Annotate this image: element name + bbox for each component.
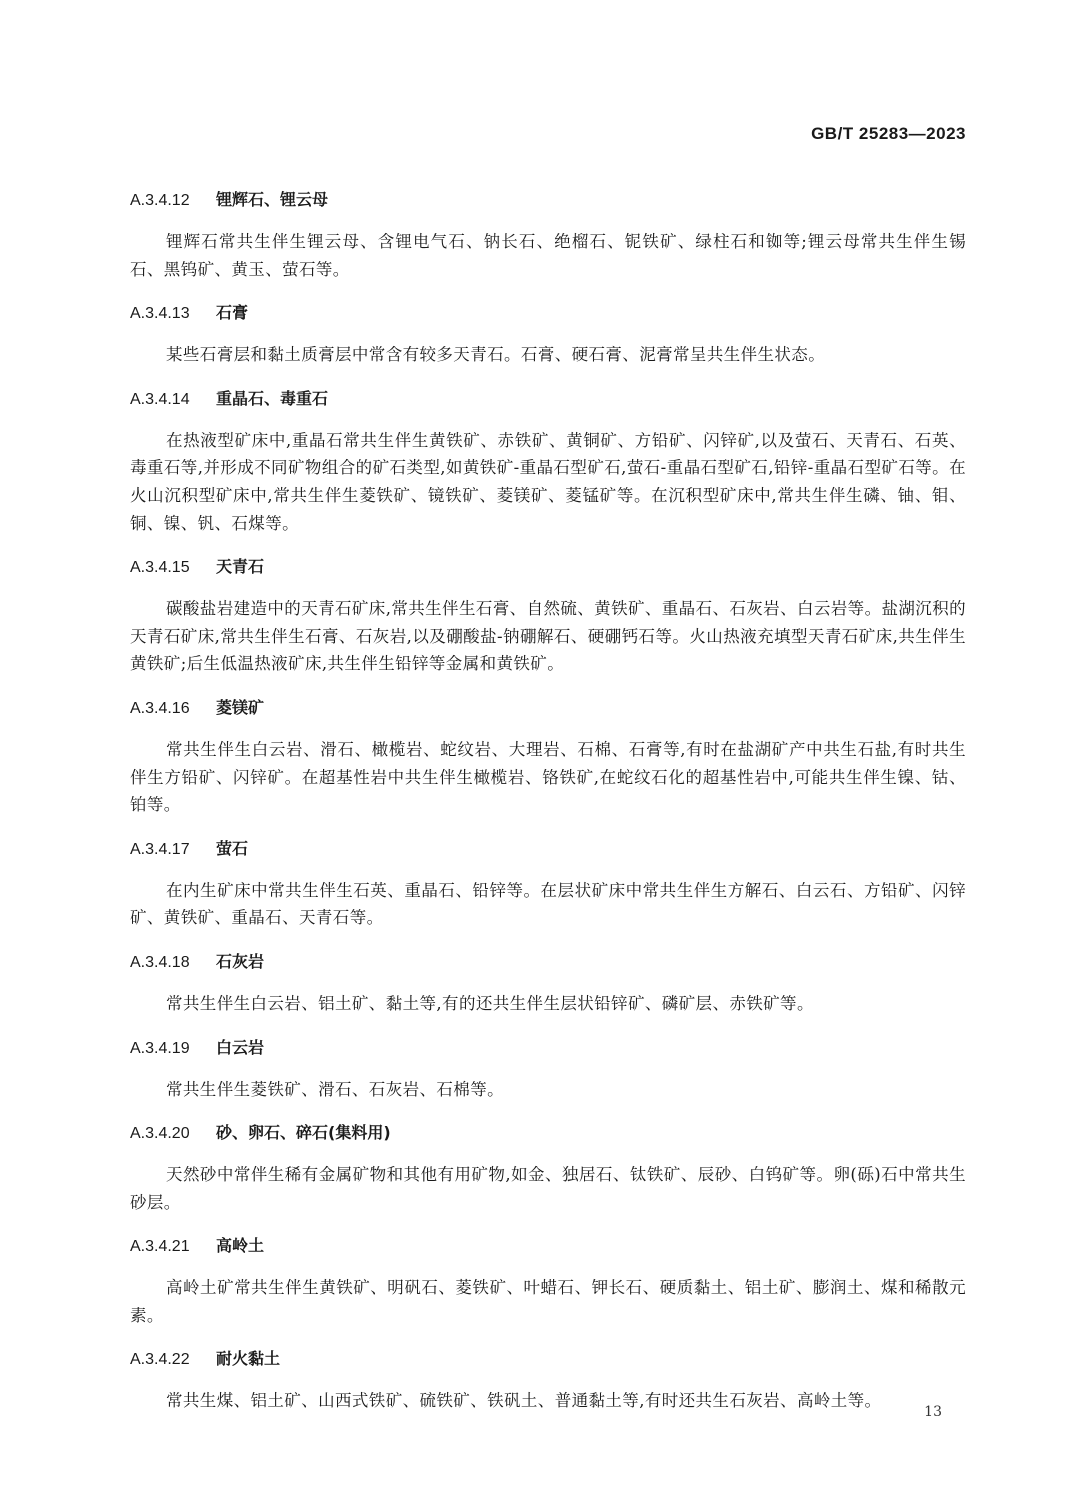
section-number: A.3.4.18 — [130, 953, 190, 971]
section-a-3-4-21 — [130, 1232, 966, 1329]
section-paragraph: 常共生伴生白云岩、滑石、橄榄岩、蛇纹岩、大理岩、石棉、石膏等,有时在盐湖矿产中共生石盐,有时共生伴生方铅矿、闪锌矿。在超基性岩中共生伴生橄榄岩、铬铁矿,在蛇纹石化的超基性岩中,可能共生伴生镍、钴、铂等。 — [130, 739, 966, 815]
section-number: A.3.4.16 — [130, 699, 190, 717]
section-title: 高岭土 — [216, 1236, 265, 1256]
section-heading — [130, 948, 966, 976]
section-a-3-4-15 — [130, 553, 966, 678]
section-a-3-4-20 — [130, 1119, 966, 1216]
section-title: 石灰岩 — [216, 951, 265, 971]
section-paragraph: 在热液型矿床中,重晶石常共生伴生黄铁矿、赤铁矿、黄铜矿、方铅矿、闪锌矿,以及萤石、天青石、石英、毒重石等,并形成不同矿物组合的矿石类型,如黄铁矿-重晶石型矿石,萤石-重晶石型矿石,铅锌-重晶石型矿石等。在火山沉积型矿床中,常共生伴生菱铁矿、镜铁矿、菱镁矿、菱锰矿等。在沉积型矿床中,常共生伴生磷、铀、钼、铜、镍、钒、石煤等。 — [130, 430, 966, 533]
section-heading — [130, 1345, 966, 1373]
section-paragraph: 常共生煤、铝土矿、山西式铁矿、硫铁矿、铁矾土、普通黏土等,有时还共生石灰岩、高岭土等。 — [166, 1391, 882, 1411]
section-paragraph: 高岭土矿常共生伴生黄铁矿、明矾石、菱铁矿、叶蜡石、钾长石、硬质黏土、铝土矿、膨润土、煤和稀散元素。 — [130, 1278, 966, 1325]
section-a-3-4-16 — [130, 694, 966, 819]
section-paragraph: 常共生伴生白云岩、铝土矿、黏土等,有的还共生伴生层状铅锌矿、磷矿层、赤铁矿等。 — [166, 993, 814, 1013]
section-a-3-4-18 — [130, 948, 966, 1018]
section-number: A.3.4.15 — [130, 559, 190, 577]
section-number: A.3.4.12 — [130, 192, 190, 209]
section-paragraph: 某些石膏层和黏土质膏层中常含有较多天青石。石膏、硬石膏、泥膏常呈共生伴生状态。 — [166, 345, 826, 365]
section-number: A.3.4.13 — [130, 305, 190, 323]
page-number: 13 — [924, 1404, 942, 1420]
section-number: A.3.4.19 — [130, 1039, 190, 1057]
section-number: A.3.4.14 — [130, 390, 190, 408]
section-a-3-4-14 — [130, 385, 966, 537]
section-paragraph: 天然砂中常伴生稀有金属矿物和其他有用矿物,如金、独居石、钛铁矿、辰砂、白钨矿等。卵(砾)石中常共生砂层。 — [130, 1165, 966, 1212]
section-heading — [130, 1034, 966, 1062]
section-title: 耐火黏土 — [216, 1349, 281, 1369]
section-title: 萤石 — [216, 838, 249, 858]
section-title: 天青石 — [216, 557, 265, 577]
section-number: A.3.4.20 — [130, 1125, 190, 1143]
section-heading — [130, 299, 966, 327]
section-paragraph: 碳酸盐岩建造中的天青石矿床,常共生伴生石膏、自然硫、黄铁矿、重晶石、石灰岩、白云岩等。盐湖沉积的天青石矿床,常共生伴生石膏、石灰岩,以及硼酸盐-钠硼解石、硬硼钙石等。火山热液充填型天青石矿床,共生伴生黄铁矿;后生低温热液矿床,共生伴生铅锌等金属和黄铁矿。 — [130, 599, 966, 674]
section-a-3-4-19 — [130, 1034, 966, 1104]
section-heading — [130, 694, 966, 722]
section-number: A.3.4.17 — [130, 840, 190, 858]
section-title: 重晶石、毒重石 — [216, 388, 329, 408]
section-a-3-4-17 — [130, 835, 966, 932]
section-title: 白云岩 — [216, 1037, 265, 1057]
section-heading — [130, 385, 966, 413]
section-heading — [130, 1119, 966, 1147]
section-title: 砂、卵石、碎石(集料用) — [216, 1123, 391, 1143]
section-paragraph: 在内生矿床中常共生伴生石英、重晶石、铅锌等。在层状矿床中常共生伴生方解石、白云石、方铅矿、闪锌矿、黄铁矿、重晶石、天青石等。 — [130, 880, 966, 928]
section-paragraph: 锂辉石常共生伴生锂云母、含锂电气石、钠长石、绝榴石、铌铁矿、绿柱石和铷等;锂云母常共生伴生锡石、黑钨矿、黄玉、萤石等。 — [130, 232, 966, 279]
document-body — [130, 186, 966, 1431]
section-heading — [130, 1232, 966, 1260]
section-heading — [130, 835, 966, 863]
section-a-3-4-13 — [130, 299, 966, 369]
section-number: A.3.4.21 — [130, 1238, 190, 1256]
document-code: GB/T 25283—2023 — [811, 124, 966, 143]
section-title: 菱镁矿 — [216, 697, 265, 717]
section-heading — [130, 186, 966, 214]
section-paragraph: 常共生伴生菱铁矿、滑石、石灰岩、石棉等。 — [166, 1079, 504, 1099]
section-a-3-4-22 — [130, 1345, 966, 1415]
section-number: A.3.4.22 — [130, 1351, 190, 1369]
section-heading — [130, 553, 966, 581]
section-title: 石膏 — [216, 303, 249, 323]
section-a-3-4-12 — [130, 186, 966, 283]
section-title: 锂辉石、锂云母 — [216, 190, 329, 209]
